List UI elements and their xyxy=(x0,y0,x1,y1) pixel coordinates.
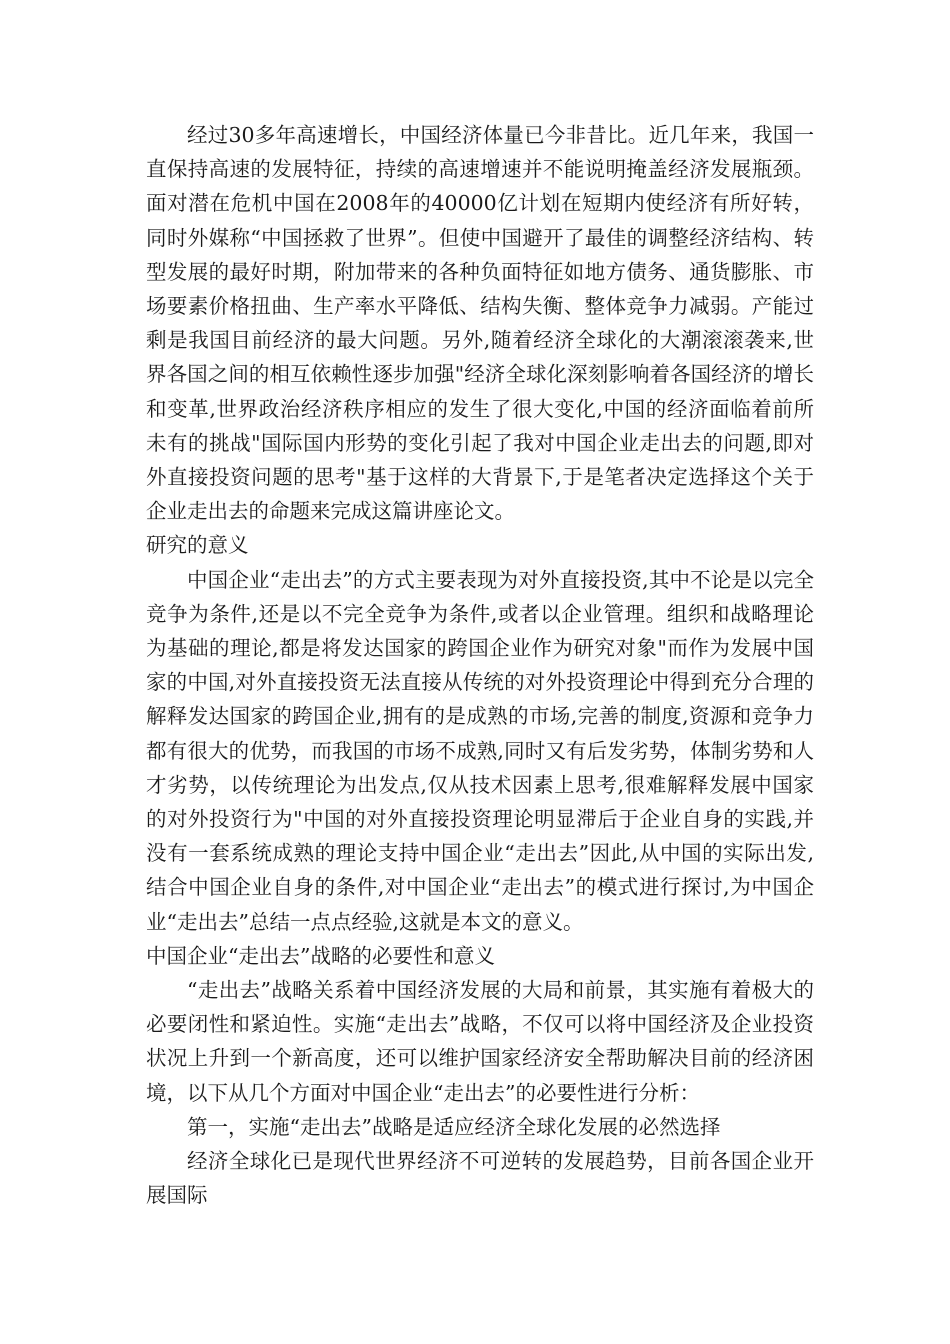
section-heading-significance: 研究的意义 xyxy=(146,533,249,558)
paragraph-necessity: “走出去”战略关系着中国经济发展的大局和前景，其实施有着极大的必要闭性和紧迫性。实施“走出去”战略，不仅可以将中国经济及企业投资状况上升到一个新高度，还可以维护国家经济安全帮助解决目前的经济困境，以下从几个方面对中国企业“走出去”的必要性进行分析： xyxy=(146,978,814,1105)
paragraph-globalization: 经济全球化已是现代世界经济不可逆转的发展趋势，目前各国企业开展国际 xyxy=(146,1149,814,1208)
section-heading-necessity: 中国企业“走出去”战略的必要性和意义 xyxy=(146,943,495,968)
paragraph-significance: 中国企业“走出去”的方式主要表现为对外直接投资,其中不论是以完全竞争为条件,还是以不完全竞争为条件,或者以企业管理。组织和战略理论为基础的理论,都是将发达国家的跨国企业作为研究对象"而作为发展中国家的中国,对外直接投资无法直接从传统的对外投资理论中得到充分合理的解释发达国家的跨国企业,拥有的是成熟的市场,完善的制度,资源和竞争力都有很大的优势，而我国的市场不成熟,同时又有后发劣势，体制劣势和人才劣势，以传统理论为出发点,仅从技术因素上思考,很难解释发展中国家的对外投资行为"中国的对外直接投资理论明显滞后于企业自身的实践,并没有一套系统成熟的理论支持中国企业“走出去”因此,从中国的实际出发,结合中国企业自身的条件,对中国企业“走出去”的模式进行探讨,为中国企业“走出去”总结一点点经验,这就是本文的意义。 xyxy=(146,567,814,934)
paragraph-intro: 经过30多年高速增长，中国经济体量已今非昔比。近几年来，我国一直保持高速的发展特征，持续的高速增速并不能说明掩盖经济发展瓶颈。面对潜在危机中国在2008年的40000亿计划在短期内使经济有所好转，同时外媒称“中国拯救了世界”。但使中国避开了最佳的调整经济结构、转型发展的最好时期，附加带来的各种负面特征如地方债务、通货膨胀、市场要素价格扭曲、生产率水平降低、结构失衡、整体竞争力减弱。产能过剩是我国目前经济的最大问题。另外,随着经济全球化的大潮滚滚袭来,世界各国之间的相互依赖性逐步加强"经济全球化深刻影响着各国经济的增长和变革,世界政治经济秩序相应的发生了很大变化,中国的经济面临着前所未有的挑战"国际国内形势的变化引起了我对中国企业走出去的问题,即对外直接投资问题的思考"基于这样的大背景下,于是笔者决定选择这个关于企业走出去的命题来完成这篇讲座论文。 xyxy=(146,123,814,524)
document-body xyxy=(146,118,814,1213)
subheading-first-point: 第一，实施“走出去”战略是适应经济全球化发展的必然选择 xyxy=(187,1114,721,1139)
